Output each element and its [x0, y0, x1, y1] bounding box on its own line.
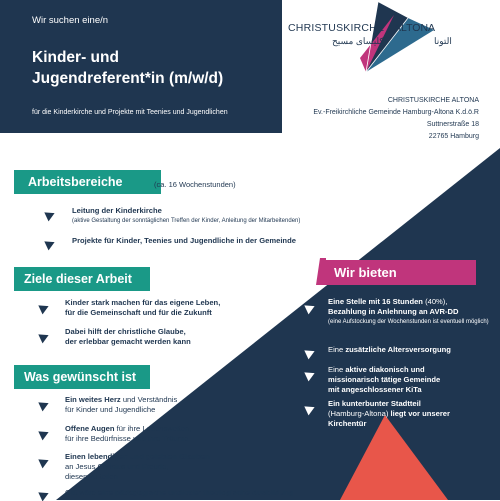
list-item-text: Eine: [328, 345, 346, 354]
list-item-title: Leitung der Kinderkirche: [72, 206, 162, 215]
job-subtitle: für die Kinderkirche und Projekte mit Teenies und Jugendlichen: [32, 109, 228, 116]
list-item-title: eine pädagogische und/oder theologische Ausbildung: [97, 488, 294, 497]
logo-arabic-name: كليساى مسيح: [332, 36, 384, 46]
logo-name: CHRISTUSKIRCHE: [288, 22, 385, 34]
list-item: [65, 452, 210, 482]
list-item-title: Projekte für Kinder, Teenies und Jugendliche in der Gemeinde: [72, 236, 296, 245]
list-item-title: Offene Augen: [65, 424, 115, 433]
list-item: [65, 327, 191, 347]
list-item-line: für die Gemeinschaft und für die Zukunft: [65, 308, 212, 317]
list-item: [328, 399, 450, 429]
list-item-line: mit angeschlossener KiTa: [328, 385, 422, 394]
section-header-ziele: Ziele dieser Arbeit: [14, 267, 150, 291]
list-item-line: für Kinder und Jugendliche: [65, 405, 156, 414]
list-item-text: Gut wäre: [65, 488, 98, 497]
list-item: [65, 395, 177, 415]
list-item: [65, 488, 293, 498]
list-item-title: Einen lebendigen und gelebten Glauben: [65, 452, 210, 461]
list-item-line: an Jesus Christus und Freude,: [65, 462, 169, 471]
list-item-text: für ihre Lebenswelten,: [114, 424, 192, 433]
list-item: [65, 424, 191, 444]
list-item: [72, 206, 300, 226]
list-item-line: Kirchentür: [328, 419, 367, 428]
list-item-text: Eine: [328, 365, 346, 374]
list-item-line: für ihre Bedürfnisse und ihre Träume: [65, 434, 189, 443]
section-header-gewuenscht: Was gewünscht ist: [14, 365, 150, 389]
list-item-line: Kinder stark machen für das eigene Leben,: [65, 298, 221, 307]
list-item-line: liegt vor unserer: [390, 409, 450, 418]
list-item-line: Dabei hilft der christliche Glaube,: [65, 327, 186, 336]
magenta-accent-shape: [316, 258, 326, 285]
list-item: [72, 236, 296, 246]
list-item-title: aktive diakonisch und: [345, 365, 425, 374]
list-item-line: diesen zu teilen: [65, 472, 118, 481]
list-item: [328, 365, 440, 395]
job-title: Kinder- und Jugendreferent*in (m/w/d): [32, 49, 224, 87]
section-header-arbeitsbereiche: Arbeitsbereiche: [14, 170, 161, 194]
list-item-text: (Hamburg-Altona): [328, 409, 391, 418]
list-item-text: (40%),: [422, 297, 448, 306]
list-item-text: und Verständnis: [120, 395, 178, 404]
address-org: Ev.-Freikirchliche Gemeinde Hamburg-Altona K.d.ö.R: [313, 109, 479, 116]
logo-arabic-location: التونا: [434, 36, 452, 46]
address-street: Suttnerstraße 18: [426, 121, 479, 128]
list-item-title: Ein weites Herz: [65, 395, 121, 404]
list-item-line: der erlebbar gemacht werden kann: [65, 337, 191, 346]
address-city: 22765 Hamburg: [428, 133, 479, 140]
list-item-detail: (aktive Gestaltung der sonntäglichen Treffen der Kinder, Anleitung der Mitarbeitenden): [72, 218, 301, 224]
address-name: CHRISTUSKIRCHE ALTONA: [387, 97, 479, 104]
hours-note: (ca. 16 Wochenstunden): [154, 180, 236, 189]
list-item: [328, 345, 451, 355]
list-item-line: Bezahlung in Anlehnung an AVR-DD: [328, 307, 459, 316]
list-item: [328, 297, 489, 327]
intro-text: Wir suchen eine/n: [32, 15, 109, 26]
list-item-line: missionarisch tätige Gemeinde: [328, 375, 441, 384]
list-item-title: Eine Stelle mit 16 Stunden: [328, 297, 423, 306]
list-item-title: Ein kunterbunter Stadtteil: [328, 399, 421, 408]
list-item: [65, 298, 220, 318]
list-item-detail: (eine Aufstockung der Wochenstunden ist eventuell möglich): [328, 319, 489, 325]
list-item-title: zusätzliche Altersversorgung: [345, 345, 451, 354]
logo-location: ALTONA: [394, 22, 436, 34]
section-header-bieten: Wir bieten: [326, 260, 476, 285]
